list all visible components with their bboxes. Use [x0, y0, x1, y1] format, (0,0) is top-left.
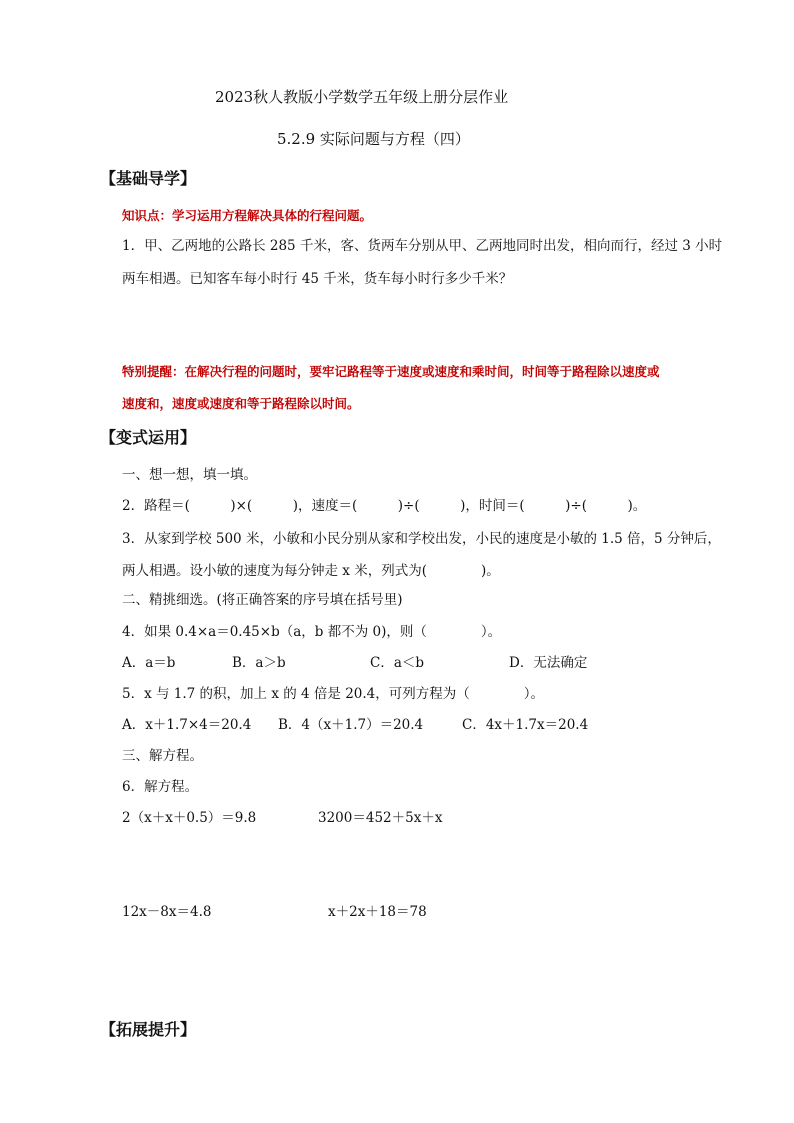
question-3-line-2: 两人相遇。设小敏的速度为每分钟走 x 米，列式为( )。 — [122, 563, 500, 579]
reminder-line-2: 速度和，速度或速度和等于路程除以时间。 — [122, 396, 360, 411]
part-1-heading: 一、想一想，填一填。 — [122, 467, 257, 483]
question-2: 2．路程＝( )×( )，速度＝( )÷( )，时间＝( )÷( )。 — [122, 498, 647, 514]
question-6: 6．解方程。 — [122, 779, 199, 795]
page-subtitle: 5.2.9 实际问题与方程（四） — [277, 130, 470, 148]
reminder-line-1: 特别提醒：在解决行程的问题时，要牢记路程等于速度或速度和乘时间，时间等于路程除以速度或 — [122, 364, 660, 379]
question-1-line-1: 1．甲、乙两地的公路长 285 千米，客、货两车分别从甲、乙两地同时出发，相向而行，经过 3 小时 — [122, 238, 723, 254]
question-4-option-a: A．a＝b — [122, 655, 176, 671]
section-heading-basic: 【基础导学】 — [100, 169, 197, 188]
question-3-line-1: 3．从家到学校 500 米，小敏和小民分别从家和学校出发，小民的速度是小敏的 1.5 倍，5 分钟后， — [122, 531, 721, 547]
question-4-option-c: C．a＜b — [370, 655, 425, 671]
section-heading-variant: 【变式运用】 — [100, 428, 197, 447]
page-title: 2023秋人教版小学数学五年级上册分层作业 — [215, 88, 509, 106]
question-1-line-2: 两车相遇。已知客车每小时行 45 千米，货车每小时行多少千米？ — [122, 271, 513, 287]
question-4: 4．如果 0.4×a＝0.45×b（a，b 都不为 0)，则（ ）。 — [122, 624, 502, 640]
question-4-option-d: D．无法确定 — [509, 655, 588, 671]
question-5-option-c: C．4x＋1.7x＝20.4 — [462, 717, 589, 733]
question-4-option-b: B．a＞b — [232, 655, 286, 671]
question-5-option-b: B．4（x＋1.7）＝20.4 — [278, 717, 424, 733]
equation-1: 2（x＋x＋0.5）＝9.8 — [122, 810, 257, 826]
equation-3: 12x－8x＝4.8 — [122, 904, 212, 920]
question-5-option-a: A．x＋1.7×4＝20.4 — [122, 717, 252, 733]
part-3-heading: 三、解方程。 — [122, 748, 203, 764]
knowledge-point: 知识点：学习运用方程解决具体的行程问题。 — [122, 208, 373, 223]
question-5: 5．x 与 1.7 的积，加上 x 的 4 倍是 20.4，可列方程为（ ）。 — [122, 686, 545, 702]
part-2-heading: 二、精挑细选。(将正确答案的序号填在括号里) — [122, 592, 403, 608]
section-heading-extend: 【拓展提升】 — [100, 1020, 197, 1039]
equation-2: 3200＝452＋5x＋x — [318, 810, 443, 826]
equation-4: x＋2x＋18＝78 — [328, 904, 427, 920]
